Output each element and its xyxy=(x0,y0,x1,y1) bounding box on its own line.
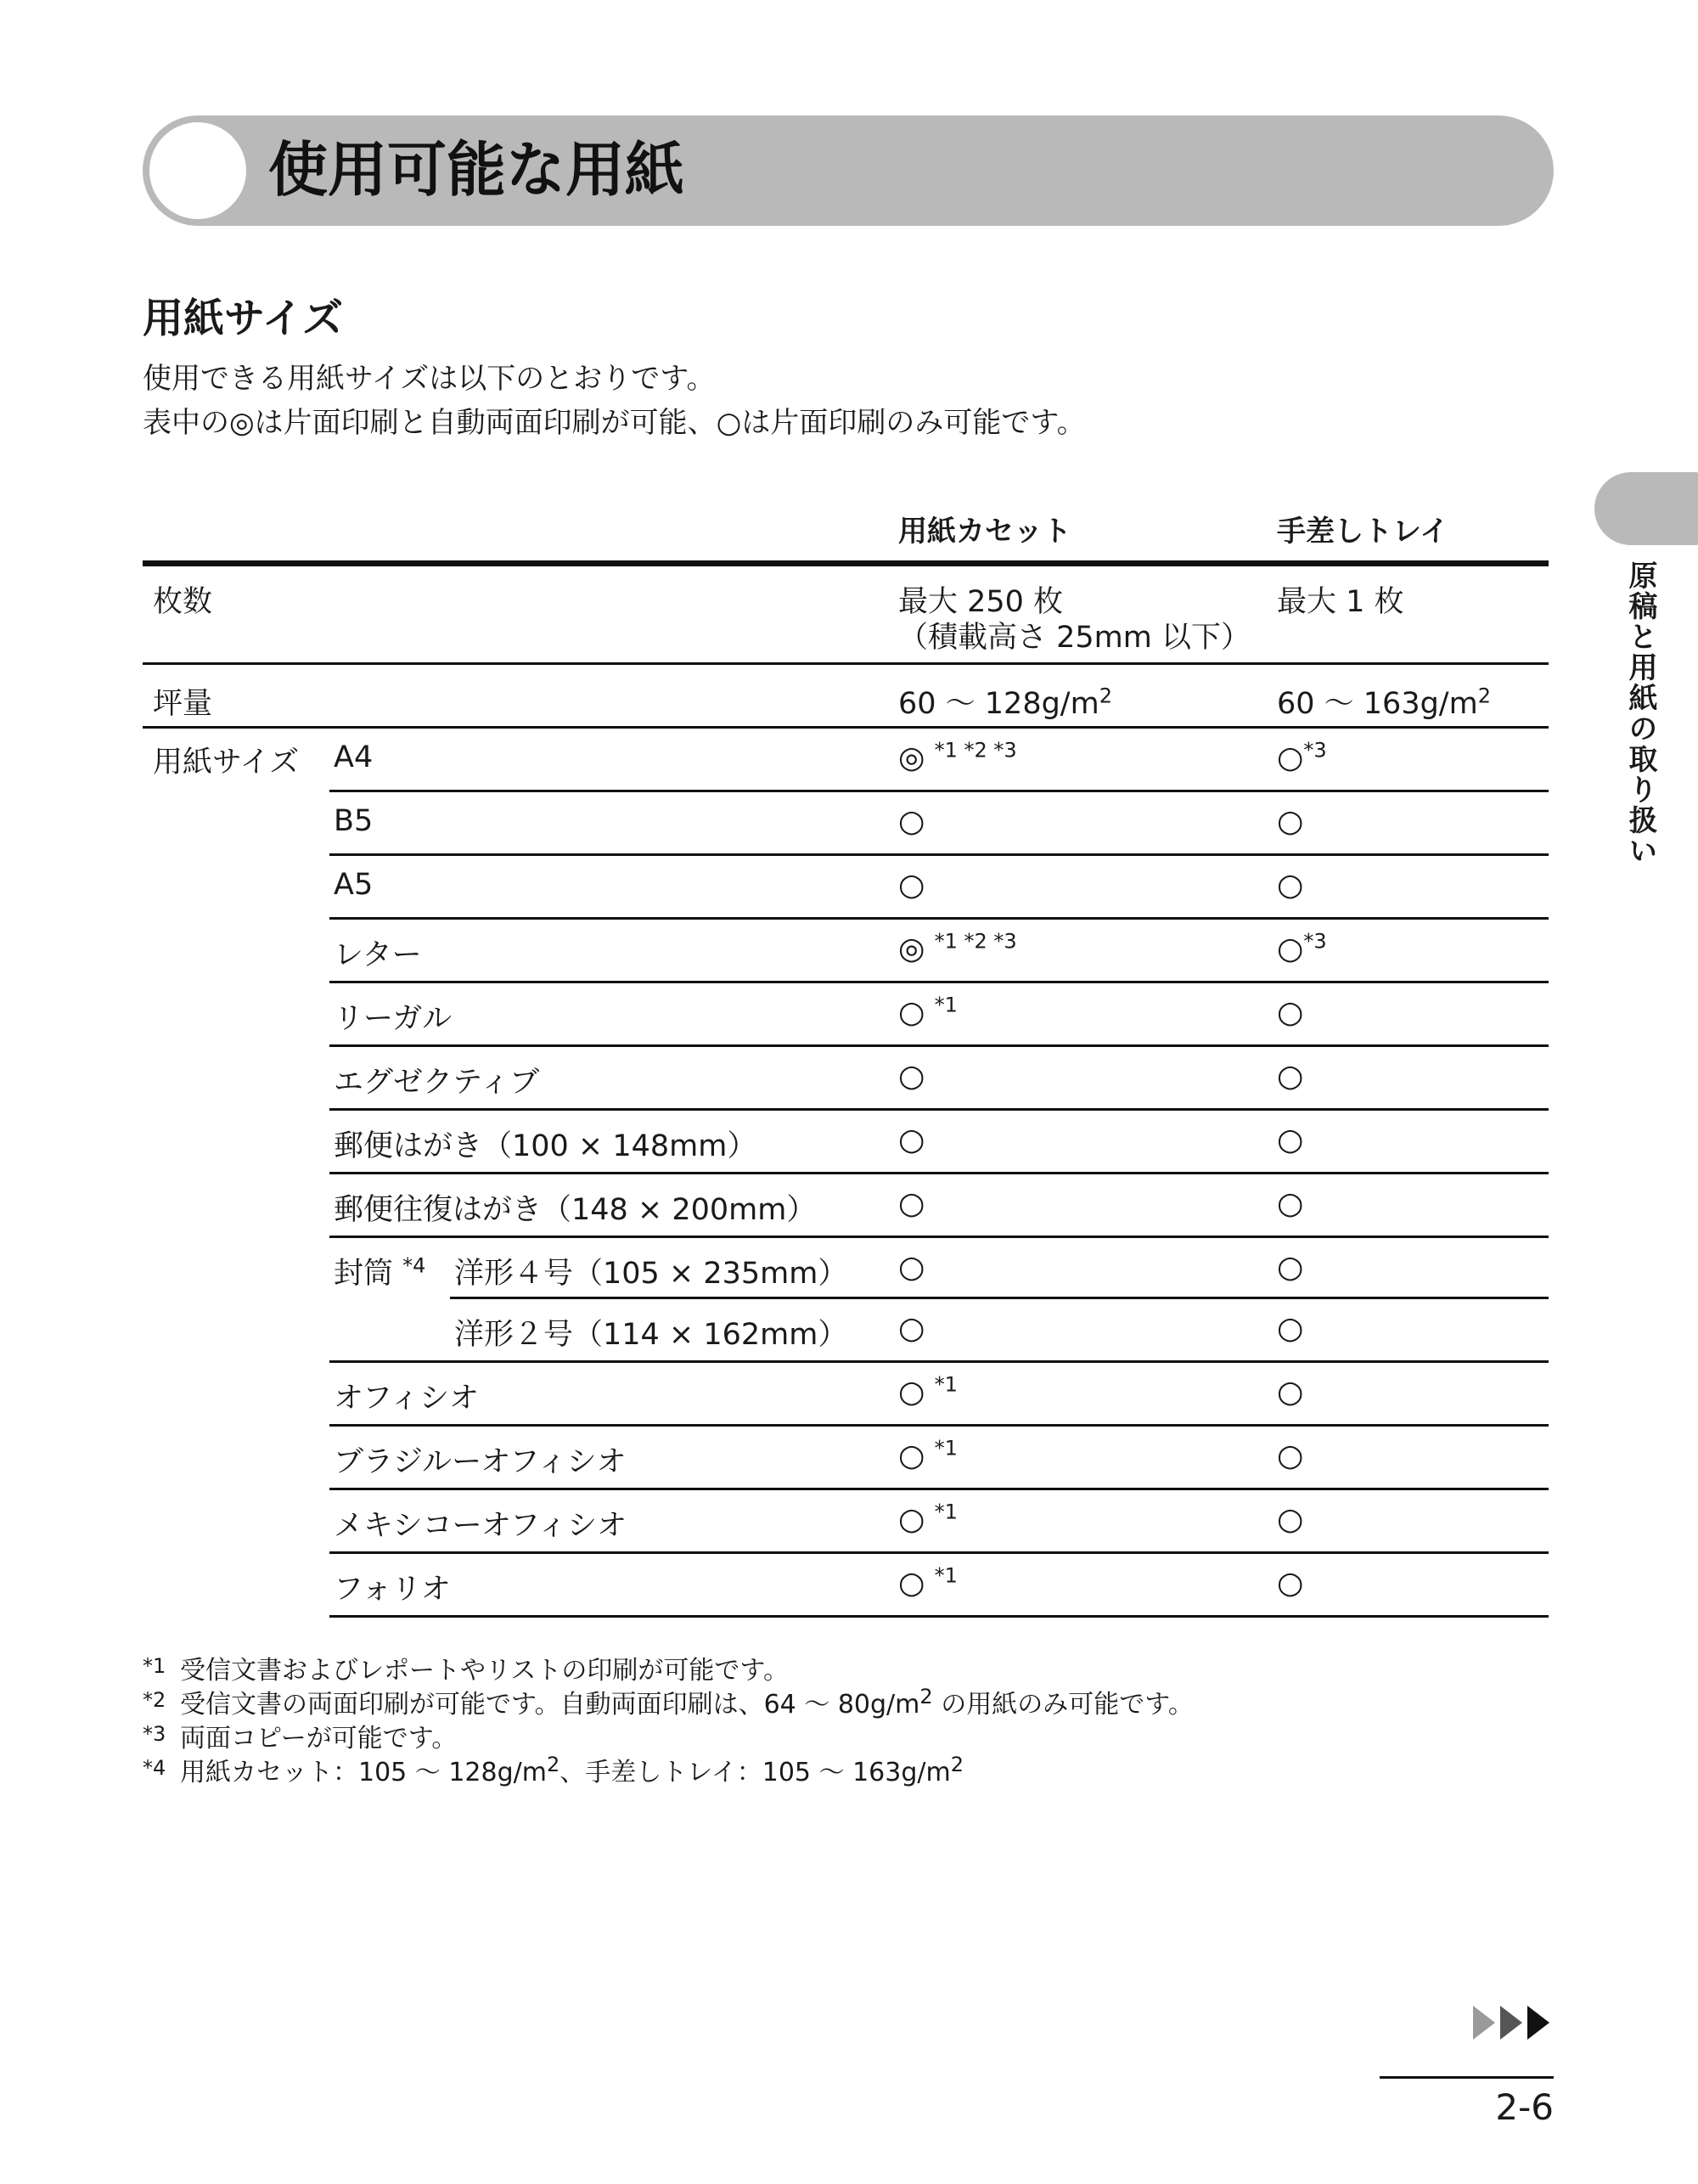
footnote-mark: *1 xyxy=(143,1654,166,1678)
size-group-b xyxy=(143,1363,1549,1618)
weight-cassette-value: 60 ～ 128g/m xyxy=(898,687,1099,721)
envelope-1-tray: ○ xyxy=(1277,1250,1304,1285)
cassette-support xyxy=(898,1563,958,1601)
footnote-3 xyxy=(143,1722,1194,1756)
cassette-support xyxy=(898,995,958,1030)
cassette-support xyxy=(898,1502,958,1537)
footnote-text: の用紙のみ可能です。 xyxy=(932,1690,1194,1720)
tray-support xyxy=(1277,1438,1303,1473)
envelope-row-2 xyxy=(329,1299,1549,1363)
support-symbol: ○ xyxy=(898,868,925,903)
size-group-a xyxy=(143,729,1549,1238)
section-title: 用紙サイズ xyxy=(143,295,344,342)
size-name: A4 xyxy=(334,740,374,774)
tray-support xyxy=(1277,804,1303,839)
sheets-label: 枚数 xyxy=(153,585,213,619)
size-row xyxy=(329,856,1549,920)
support-symbol: ○ xyxy=(898,1059,925,1094)
support-symbol: ○ xyxy=(1277,1502,1304,1537)
size-rows xyxy=(143,729,1549,1618)
intro-line-2: 表中の◎は片面印刷と自動両面印刷が可能、○は片面印刷のみ可能です。 xyxy=(143,406,1086,440)
footnote-text: 、手差しトレイ：105 ～ 163g/m xyxy=(559,1758,951,1787)
size-row xyxy=(329,729,1549,792)
page-number: 2-6 xyxy=(1495,2086,1554,2128)
footnote-ref: *1 *2 *3 xyxy=(934,929,1017,954)
cassette-support xyxy=(898,868,925,903)
size-name: メキシコーオフィシオ xyxy=(334,1509,627,1543)
footnote-mark: *2 xyxy=(143,1688,166,1712)
size-name: オフィシオ xyxy=(334,1382,480,1416)
support-symbol: ○ xyxy=(1277,1566,1304,1601)
footnote-ref: *1 xyxy=(934,993,958,1017)
size-name: B5 xyxy=(334,804,374,838)
size-label: 用紙サイズ xyxy=(153,746,300,780)
size-row xyxy=(329,1554,1549,1618)
footnote-1 xyxy=(143,1654,1194,1688)
footnote-ref: *3 xyxy=(1303,738,1327,763)
superscript: 2 xyxy=(1099,684,1112,708)
superscript: 2 xyxy=(950,1753,964,1776)
envelope-row-1 xyxy=(329,1238,1549,1299)
intro-line-1: 使用できる用紙サイズは以下のとおりです。 xyxy=(143,362,716,396)
footnote-text: 用紙カセット：105 ～ 128g/m xyxy=(180,1758,547,1787)
tray-support xyxy=(1277,1375,1303,1410)
paper-size-table xyxy=(143,501,1549,1618)
envelope-2-name: 洋形２号（114 × 162mm） xyxy=(454,1318,848,1352)
tray-support xyxy=(1277,740,1327,775)
row-sheets xyxy=(143,566,1549,665)
weight-tray-value: 60 ～ 163g/m xyxy=(1277,687,1478,721)
footnote-mark: *4 xyxy=(143,1756,166,1780)
cassette-support xyxy=(898,804,925,839)
support-symbol: ○ xyxy=(1277,740,1304,775)
support-symbol: ○ xyxy=(1277,868,1304,903)
size-name: A5 xyxy=(334,868,374,902)
support-symbol: ○ xyxy=(898,1438,925,1473)
envelope-2-cassette: ○ xyxy=(898,1311,925,1346)
footnote-ref: *1 xyxy=(934,1372,958,1397)
size-row xyxy=(329,792,1549,856)
tray-support xyxy=(1277,929,1327,966)
tray-support xyxy=(1277,1186,1303,1221)
cassette-support xyxy=(898,929,1017,966)
support-symbol: ○ xyxy=(1277,1123,1304,1157)
size-row xyxy=(329,1490,1549,1554)
row-weight xyxy=(143,665,1549,729)
envelope-2-tray: ○ xyxy=(1277,1311,1304,1346)
table-header xyxy=(143,501,1549,566)
support-symbol: ○ xyxy=(1277,1059,1304,1094)
support-symbol: ○ xyxy=(898,1186,925,1221)
support-symbol: ○ xyxy=(1277,932,1304,966)
support-symbol: ◎ xyxy=(898,932,925,966)
weight-label: 坪量 xyxy=(153,687,213,721)
support-symbol: ○ xyxy=(898,995,925,1030)
weight-cassette xyxy=(898,680,1112,723)
cassette-support xyxy=(898,1059,925,1094)
size-name: ブラジルーオフィシオ xyxy=(334,1445,627,1479)
triple-arrow-icon xyxy=(1473,2004,1555,2041)
sheets-cassette-1: 最大 250 枚 xyxy=(898,585,1064,619)
superscript: 2 xyxy=(546,1753,560,1776)
intro-text xyxy=(143,357,1086,445)
cassette-support xyxy=(898,1186,925,1221)
support-symbol: ○ xyxy=(898,1502,925,1537)
header-tray: 手差しトレイ xyxy=(1277,515,1449,549)
banner-circle-decoration xyxy=(149,122,246,219)
page-title: 使用可能な用紙 xyxy=(268,135,684,205)
size-name: レター xyxy=(334,938,422,972)
tray-support xyxy=(1277,1123,1303,1157)
size-name: リーガル xyxy=(334,1002,453,1036)
footnote-ref: *1 xyxy=(934,1436,958,1461)
footnote-text: 両面コピーが可能です。 xyxy=(180,1724,458,1753)
footnotes xyxy=(143,1654,1194,1790)
footnote-ref: *1 *2 *3 xyxy=(934,738,1017,763)
tray-support xyxy=(1277,868,1303,903)
sheets-cassette-2: （積載高さ 25mm 以下） xyxy=(898,621,1251,655)
support-symbol: ○ xyxy=(1277,1438,1304,1473)
size-row xyxy=(329,1111,1549,1174)
tray-support xyxy=(1277,1502,1303,1537)
sheets-tray: 最大 1 枚 xyxy=(1277,585,1404,619)
cassette-support xyxy=(898,740,1017,775)
size-name: エグゼクティブ xyxy=(334,1066,540,1100)
page-number-rule xyxy=(1380,2076,1554,2079)
support-symbol: ○ xyxy=(1277,804,1304,839)
size-row xyxy=(329,1427,1549,1490)
footnote-text: 受信文書の両面印刷が可能です。自動両面印刷は、64 ～ 80g/m xyxy=(180,1690,920,1720)
cassette-support xyxy=(898,1123,925,1157)
chapter-tab-label: 原稿と用紙の取り扱い xyxy=(1623,560,1657,866)
envelope-label xyxy=(334,1250,425,1292)
header-cassette: 用紙カセット xyxy=(898,515,1071,549)
footnote-4 xyxy=(143,1753,1194,1790)
chapter-tab xyxy=(1594,472,1698,545)
size-row xyxy=(329,1174,1549,1238)
footnote-2 xyxy=(143,1685,1194,1722)
footnote-mark: *3 xyxy=(143,1722,166,1746)
tray-support xyxy=(1277,1059,1303,1094)
support-symbol: ○ xyxy=(1277,995,1304,1030)
size-row xyxy=(329,920,1549,983)
cassette-support xyxy=(898,1438,958,1473)
footnote-ref: *4 xyxy=(402,1253,426,1278)
size-row xyxy=(329,1047,1549,1111)
footnote-ref: *1 xyxy=(934,1563,958,1588)
weight-tray xyxy=(1277,680,1491,723)
footnote-text: 受信文書およびレポートやリストの印刷が可能です。 xyxy=(180,1656,789,1686)
size-name: 郵便往復はがき（148 × 200mm） xyxy=(334,1193,817,1227)
size-name: フォリオ xyxy=(334,1573,451,1607)
cassette-support xyxy=(898,1372,958,1410)
support-symbol: ○ xyxy=(1277,1375,1304,1410)
footnote-ref: *3 xyxy=(1303,929,1327,954)
envelope-1-name: 洋形４号（105 × 235mm） xyxy=(454,1257,848,1291)
size-name: 郵便はがき（100 × 148mm） xyxy=(334,1129,757,1163)
superscript: 2 xyxy=(1477,684,1491,708)
support-symbol: ◎ xyxy=(898,740,925,775)
tray-support xyxy=(1277,995,1303,1030)
size-row xyxy=(329,983,1549,1047)
envelope-1-cassette: ○ xyxy=(898,1250,925,1285)
support-symbol: ○ xyxy=(898,804,925,839)
superscript: 2 xyxy=(919,1685,933,1708)
envelope-label-text: 封筒 xyxy=(334,1257,394,1291)
support-symbol: ○ xyxy=(898,1123,925,1157)
footnote-ref: *1 xyxy=(934,1500,958,1524)
tray-support xyxy=(1277,1566,1303,1601)
support-symbol: ○ xyxy=(898,1566,925,1601)
support-symbol: ○ xyxy=(1277,1186,1304,1221)
support-symbol: ○ xyxy=(898,1375,925,1410)
size-row xyxy=(329,1363,1549,1427)
